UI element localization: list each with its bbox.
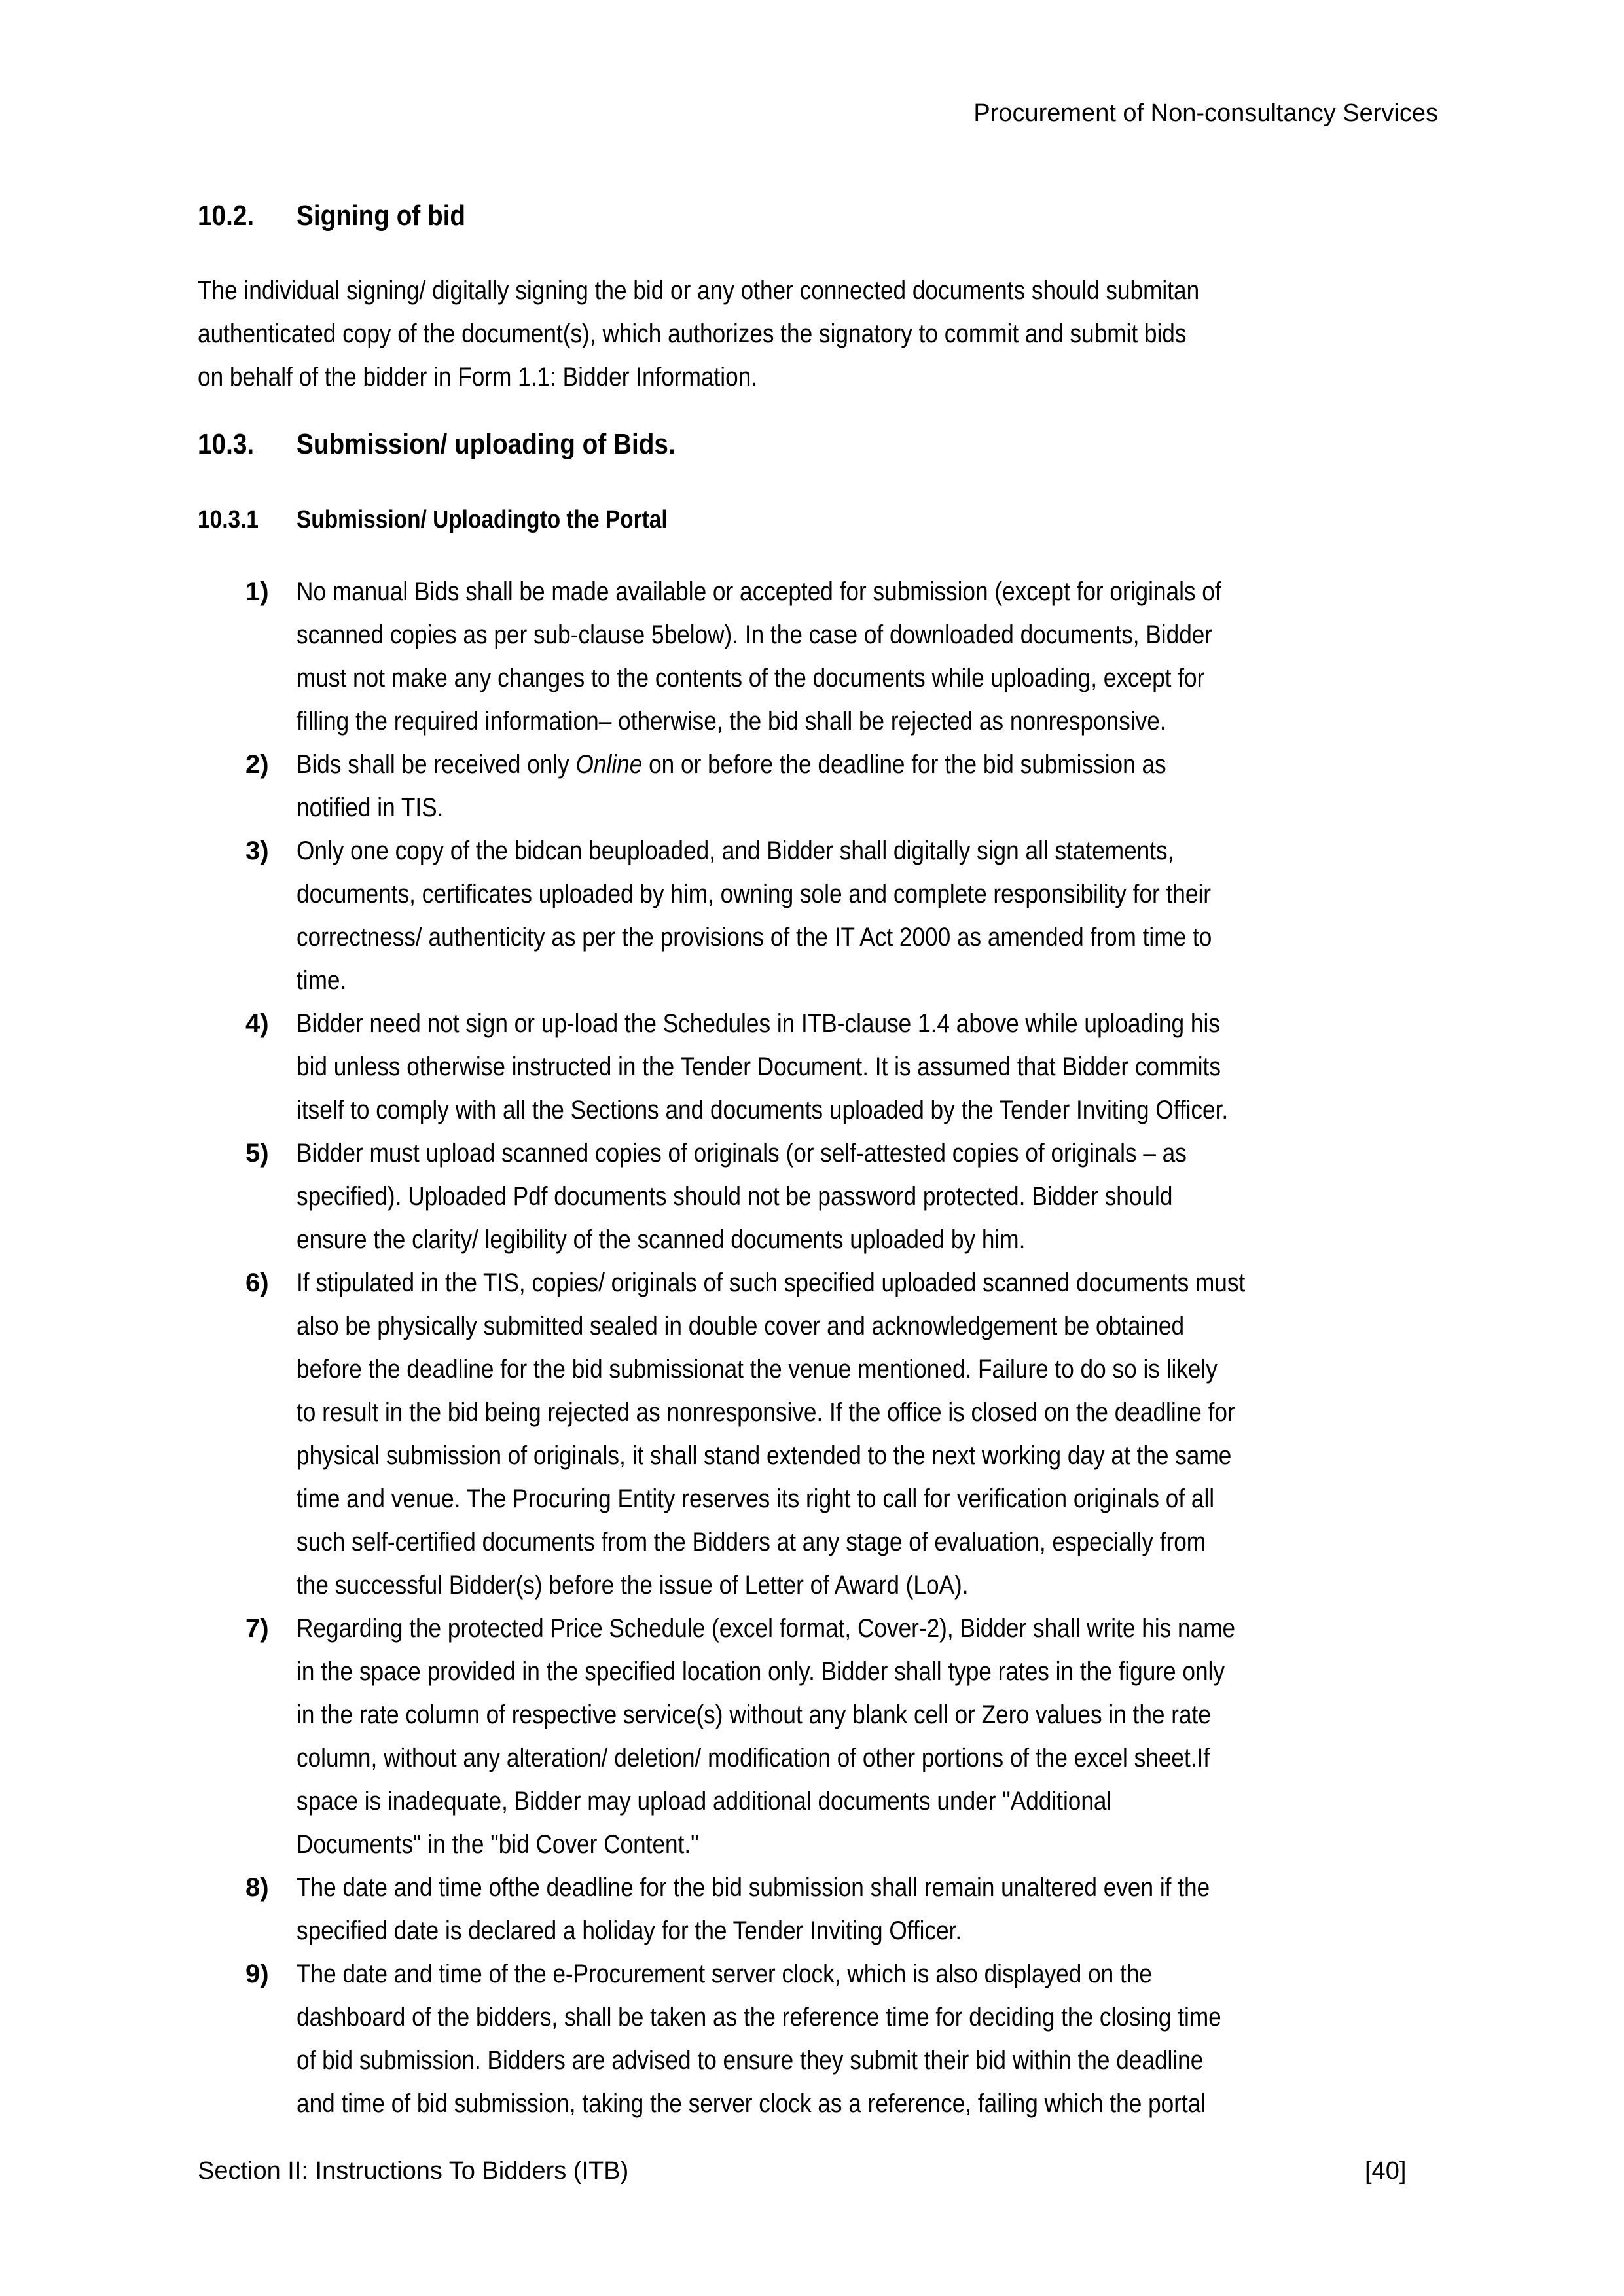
text-span: Bids shall be received only (297, 750, 576, 779)
list-item-number: 1) (245, 577, 269, 606)
page-number: [40] (1365, 2157, 1407, 2185)
list-item-line: space is inadequate, Bidder may upload additional documents under "Additional (297, 1787, 1112, 1816)
list-item-line: Only one copy of the bidcan beuploaded, and Bidder shall digitally sign all statements, (297, 836, 1174, 865)
list-item-line: to result in the bid being rejected as nonresponsive. If the office is closed on the deadline for (297, 1398, 1235, 1427)
text-span: on or before the deadline for the bid submission as (642, 750, 1166, 779)
list-item-line: No manual Bids shall be made available or accepted for submission (except for originals of (297, 577, 1221, 606)
list-item-number: 7) (245, 1614, 269, 1643)
list-item-line: must not make any changes to the contents of the documents while uploading, except for (297, 664, 1205, 692)
list-item-line: of bid submission. Bidders are advised to ensure they submit their bid within the deadline (297, 2046, 1204, 2075)
list-item-line: itself to comply with all the Sections and documents uploaded by the Tender Inviting Officer. (297, 1096, 1229, 1124)
list-item-line: correctness/ authenticity as per the provisions of the IT Act 2000 as amended from time to (297, 923, 1212, 952)
list-item-line: documents, certificates uploaded by him, owning sole and complete responsibility for their (297, 880, 1211, 908)
list-item-line: filling the required information– otherwise, the bid shall be rejected as nonresponsive. (297, 707, 1166, 736)
list-item-line: physical submission of originals, it shall stand extended to the next working day at the same (297, 1441, 1232, 1470)
list-item-line (297, 749, 1166, 780)
footer-section-label: Section II: Instructions To Bidders (ITB) (198, 2157, 629, 2185)
list-item-number: 2) (245, 750, 269, 779)
list-item-line: ensure the clarity/ legibility of the scanned documents uploaded by him. (297, 1225, 1026, 1254)
list-item-line: the successful Bidder(s) before the issue of Letter of Award (LoA). (297, 1571, 969, 1600)
paragraph-line: on behalf of the bidder in Form 1.1: Bidder Information. (198, 363, 758, 391)
page-header: Procurement of Non-consultancy Services (973, 99, 1438, 127)
list-item-line: notified in TIS. (297, 793, 444, 822)
list-item-line: time. (297, 966, 347, 995)
section-number-10-3: 10.3. (198, 428, 255, 460)
list-item-line: before the deadline for the bid submissionat the venue mentioned. Failure to do so is likely (297, 1355, 1218, 1384)
list-item-line: time and venue. The Procuring Entity reserves its right to call for verification originals of all (297, 1484, 1215, 1513)
list-item-line: Regarding the protected Price Schedule (excel format, Cover-2), Bidder shall write his name (297, 1614, 1236, 1643)
list-item-number: 3) (245, 836, 269, 865)
section-title-10-3-1: Submission/ Uploadingto the Portal (297, 506, 668, 533)
list-item-line: specified). Uploaded Pdf documents should not be password protected. Bidder should (297, 1182, 1173, 1211)
list-item-line: such self-certified documents from the Bidders at any stage of evaluation, especially from (297, 1528, 1206, 1556)
list-item-line: in the rate column of respective service(s) without any blank cell or Zero values in the rate (297, 1700, 1211, 1729)
list-item-number: 8) (245, 1873, 269, 1902)
section-number-10-2: 10.2. (198, 200, 255, 232)
list-item-line: column, without any alteration/ deletion/ modification of other portions of the excel sheet.If (297, 1744, 1210, 1772)
section-title-10-3: Submission/ uploading of Bids. (297, 428, 676, 460)
list-item-line: Bidder must upload scanned copies of originals (or self-attested copies of originals – as (297, 1139, 1187, 1168)
list-item-line: Bidder need not sign or up-load the Schedules in ITB-clause 1.4 above while uploading his (297, 1009, 1220, 1038)
list-item-line: in the space provided in the specified location only. Bidder shall type rates in the figure only (297, 1657, 1225, 1686)
paragraph-line: authenticated copy of the document(s), which authorizes the signatory to commit and submit bids (198, 319, 1187, 348)
list-item-number: 5) (245, 1139, 269, 1168)
list-item-line: bid unless otherwise instructed in the Tender Document. It is assumed that Bidder commits (297, 1052, 1221, 1081)
list-item-line: If stipulated in the TIS, copies/ originals of such specified uploaded scanned documents must (297, 1268, 1246, 1297)
list-item-line: The date and time of the e-Procurement server clock, which is also displayed on the (297, 1960, 1152, 1988)
list-item-line: and time of bid submission, taking the server clock as a reference, failing which the portal (297, 2089, 1206, 2118)
section-number-10-3-1: 10.3.1 (198, 506, 259, 533)
list-item-line: also be physically submitted sealed in double cover and acknowledgement be obtained (297, 1312, 1185, 1340)
list-item-line: Documents" in the "bid Cover Content." (297, 1830, 699, 1859)
section-title-10-2: Signing of bid (297, 200, 466, 232)
list-item-number: 9) (245, 1960, 269, 1988)
paragraph-line: The individual signing/ digitally signing the bid or any other connected documents should submitan (198, 276, 1200, 305)
list-item-line: dashboard of the bidders, shall be taken as the reference time for deciding the closing time (297, 2003, 1221, 2032)
list-item-line: specified date is declared a holiday for the Tender Inviting Officer. (297, 1916, 962, 1945)
list-item-line: The date and time ofthe deadline for the bid submission shall remain unaltered even if the (297, 1873, 1210, 1902)
emphasis-text: Online (575, 750, 643, 779)
list-item-number: 6) (245, 1268, 269, 1297)
list-item-number: 4) (245, 1009, 269, 1038)
list-item-line: scanned copies as per sub-clause 5below). In the case of downloaded documents, Bidder (297, 620, 1213, 649)
